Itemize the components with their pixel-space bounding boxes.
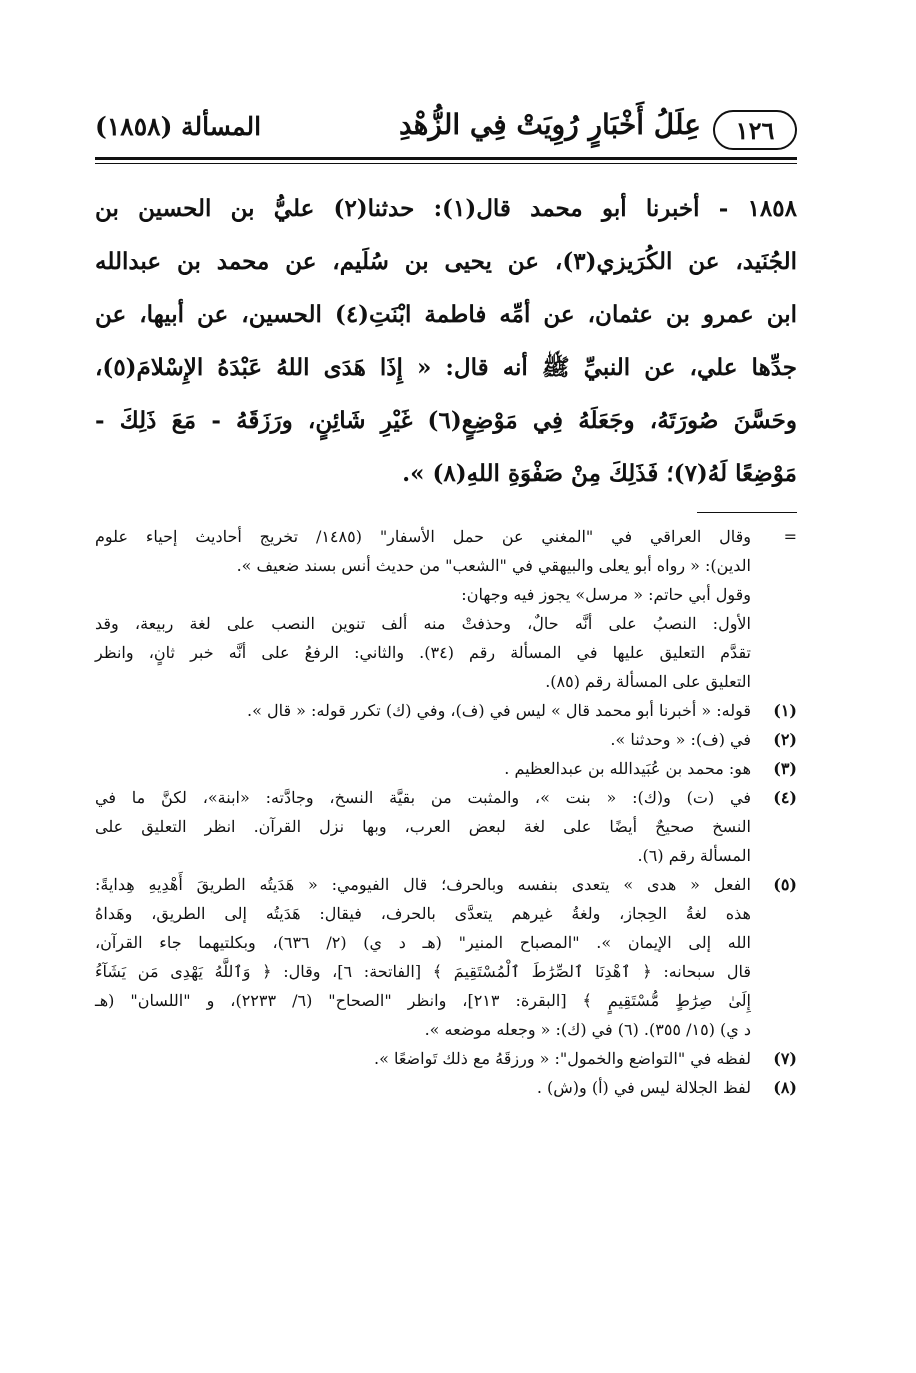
footnote [95,870,797,1044]
footnote-body [95,783,797,870]
main-line: ابن عمرو بن عثمان، عن أمِّه فاطمة ابْنَتِ(٤) الحسين، عن أبيها، عن [95,301,797,328]
footnote-line: قال سبحانه: ﴿ ٱهْدِنَا ٱلصِّرَٰطَ ٱلْمُسْتَقِيمَ ﴾ [الفاتحة: ٦]، وقال: ﴿ وَٱللَّهُ يَهْدِى مَن يَشَآءُ [95,962,751,981]
footnote-body [95,1044,797,1073]
footnote [95,1073,797,1102]
footnote-continuation [95,522,797,696]
footnote-line: هو: محمد بن عُبَيدالله بن عبدالعظيم . [504,759,751,778]
footnote [95,783,797,870]
footnote-line: في (ف): « وحدثنا ». [610,730,751,749]
footnote-line: تقدَّم التعليق عليها في المسألة رقم (٣٤). والثاني: الرفعُ على أنَّه خبر ثانٍ، وانظر [95,643,751,662]
footnote-mark: (٨) [773,1078,797,1097]
main-line: وحَسَّنَ صُورَتَهُ، وجَعَلَهُ فِي مَوْضِعٍ(٦) غَيْرِ شَائِنٍ، ورَزَقَهُ - مَعَ ذَلِكَ - [95,407,797,434]
footnote-line: الدين): « رواه أبو يعلى والبيهقي في "الشعب" من حديث أنس بسند ضعيف ». [236,556,751,575]
page-header [95,106,797,156]
footnote-body [95,725,797,754]
footnote-line: المسألة رقم (٦). [637,846,751,865]
footnote-line: النسخ صحيحٌ أيضًا على لغة لبعض العرب، وبها نزل القرآن. انظر التعليق على [95,817,751,836]
page-number: ١٢٦ [713,110,797,150]
header-rule-thin [95,163,797,164]
footnote-mark: (٧) [773,1049,797,1068]
footnote-separator [697,512,797,513]
main-line: الجُنَيد، عن الكُرَيزي(٣)، عن يحيى بن سُلَيم، عن محمد بن عبدالله [95,248,797,275]
footnote-line: وقال العراقي في "المغني عن حمل الأسفار" (١٤٨٥/ تخريج أحاديث إحياء علوم [95,527,751,546]
footnote-line: التعليق على المسألة رقم (٨٥). [545,672,751,691]
footnote [95,754,797,783]
footnote-mark: (٢) [773,730,797,749]
main-line: جدِّها علي، عن النبيِّ ﷺ أنه قال: « إِذَا هَدَى اللهُ عَبْدَهُ الإِسْلامَ(٥)، [95,354,797,381]
footnotes [95,522,797,1102]
footnote-mark: (٣) [773,759,797,778]
footnote-body [95,870,797,1044]
footnote-line: الفعل « هدى » يتعدى بنفسه وبالحرف؛ قال الفيومي: « هَدَيتُه الطريقَ أَهْدِيهِ هِدايةً: [95,875,751,894]
main-line: مَوْضِعًا لَهُ(٧)؛ فَذَلِكَ مِنْ صَفْوَةِ اللهِ(٨) ». [402,460,797,487]
footnote-body [95,1073,797,1102]
footnote-mark: (٥) [773,875,797,894]
main-text [95,182,797,500]
footnote-line: في (ت) و(ك): « بنت »، والمثبت من بقيَّة النسخ، وجادَّته: «ابنة»، لكنَّ ما في [95,788,751,807]
footnote-line: هذه لغةُ الحِجاز، ولغةُ غيرهم يتعدَّى بالحرف، فيقال: هَدَيتُه إلى الطريق، وهَداهُ [95,904,751,923]
footnote [95,1044,797,1073]
footnote-mark: (١) [773,701,797,720]
book-title: عِلَلُ أَخْبَارٍ رُوِيَتْ فِي الزُّهْدِ [398,108,701,141]
footnote-line: الله إلى الإيمان ». "المصباح المنير" (هـ د ي) (٢/ ٦٣٦)، وبكلتيهما جاء القرآن، [95,933,751,952]
footnote-line: لفظه في "التواضع والخمول": « ورزقَهُ مع ذلك تَواضعًا ». [374,1049,751,1068]
footnote-body [95,696,797,725]
footnote-body [95,754,797,783]
footnote-line: لفظ الجلالة ليس في (أ) و(ش) . [536,1078,751,1097]
footnote [95,696,797,725]
header-rule-thick [95,157,797,160]
footnote-body [95,522,797,696]
footnote-line: وقول أبي حاتم: « مرسل» يجوز فيه وجهان: [461,585,751,604]
footnote-line: الأول: النصبُ على أنَّه حالٌ، وحذفتْ منه ألف تنوين النصب على لغة ربيعة، وقد [95,614,751,633]
main-line: ١٨٥٨ - أخبرنا أبو محمد قال(١): حدثنا(٢) عليُّ بن الحسين بن [95,195,797,222]
issue-label: المسألة (١٨٥٨) [95,112,262,141]
footnote-mark: = [783,527,797,546]
footnote-line: قوله: « أخبرنا أبو محمد قال » ليس في (ف)، وفي (ك) تكرر قوله: « قال ». [246,701,751,720]
footnote-line: د ي) (١٥/ ٣٥٥). (٦) في (ك): « وجعله موضعه ». [424,1020,751,1039]
footnote-mark: (٤) [773,788,797,807]
footnote-line: إِلَىٰ صِرَٰطٍ مُّسْتَقِيمٍ ﴾ [البقرة: ٢١٣]، وانظر "الصحاح" (٦/ ٢٢٣٣)، و "اللسان" (هـ [95,991,751,1010]
footnote [95,725,797,754]
